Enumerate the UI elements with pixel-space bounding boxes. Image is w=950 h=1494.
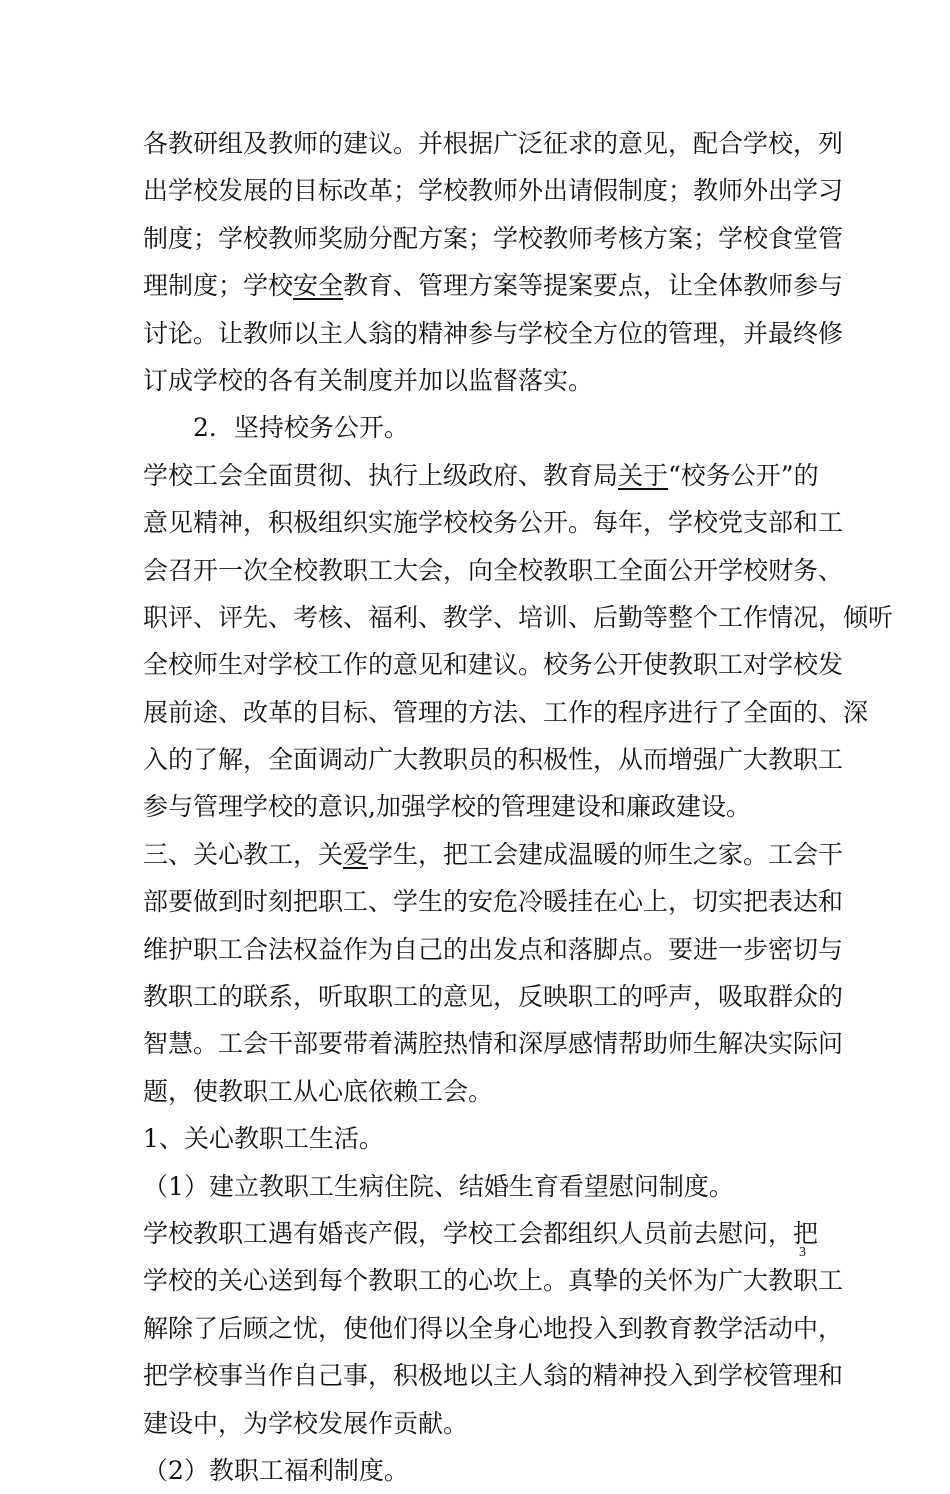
text-line: 制度；学校教师奖励分配方案；学校教师考核方案；学校食堂管 (143, 223, 844, 253)
section-heading: 1、关心教职工生活。 (143, 1124, 384, 1154)
section-heading: 三、关心教工，关爱学生，把工会建成温暖的师生之家。工会干 (143, 839, 844, 869)
subsection-heading: （1）建立教职工生病住院、结婚生育看望慰问制度。 (143, 1171, 734, 1201)
underlined-link-ai[interactable]: 爱 (343, 839, 369, 869)
text-line: 智慧。工会干部要带着满腔热情和深厚感情帮助师生解决实际问 (143, 1029, 844, 1059)
text-line: 学校的关心送到每个教职工的心坎上。真挚的关怀为广大教职工 (143, 1266, 844, 1296)
text-line: 部要做到时刻把职工、学生的安危冷暖挂在心上，切实把表达和 (143, 887, 844, 917)
text-line: 参与管理学校的意识,加强学校的管理建设和廉政建设。 (143, 792, 751, 822)
text-line: 出学校发展的目标改革；学校教师外出请假制度；教师外出学习 (143, 176, 844, 206)
text-line: 解除了后顾之忧，使他们得以全身心地投入到教育教学活动中， (143, 1313, 844, 1343)
section-heading: 2．坚持校务公开。 (143, 413, 409, 443)
text-line: 入的了解，全面调动广大教职员的积极性，从而增强广大教职工 (143, 745, 844, 775)
page-number: 3 (799, 1245, 806, 1260)
text-line: 学校工会全面贯彻、执行上级政府、教育局关于“校务公开”的 (143, 460, 819, 490)
text-line: 理制度；学校安全教育、管理方案等提案要点，让全体教师参与 (143, 271, 844, 301)
underlined-link-guanyu[interactable]: 关于 (618, 460, 669, 490)
subsection-heading: （2）教职工福利制度。 (143, 1455, 409, 1485)
underlined-link-anquan[interactable]: 安全 (293, 271, 344, 301)
text-line: 教职工的联系，听取职工的意见，反映职工的呼声，吸取群众的 (143, 982, 844, 1012)
document-body (143, 120, 894, 1494)
text-line: 讨论。让教师以主人翁的精神参与学校全方位的管理，并最终修 (143, 318, 844, 348)
text-line: 题，使教职工从心底依赖工会。 (143, 1076, 494, 1106)
text-line: 维护职工合法权益作为自己的出发点和落脚点。要进一步密切与 (143, 934, 844, 964)
text-line: 会召开一次全校教职工大会，向全校教职工全面公开学校财务、 (143, 555, 844, 585)
text-line: 各教研组及教师的建议。并根据广泛征求的意见，配合学校，列 (143, 129, 844, 158)
text-line: 意见精神，积极组织实施学校校务公开。每年，学校党支部和工 (143, 508, 844, 538)
text-line: 学校教职工遇有婚丧产假，学校工会都组织人员前去慰问，把 (143, 1218, 819, 1248)
text-line: 全校师生对学校工作的意见和建议。校务公开使教职工对学校发 (143, 650, 844, 680)
text-line: 建设中，为学校发展作贡献。 (143, 1408, 469, 1438)
text-line: 订成学校的各有关制度并加以监督落实。 (143, 365, 594, 395)
text-line: 把学校事当作自己事，积极地以主人翁的精神投入到学校管理和 (143, 1361, 844, 1391)
text-line: 职评、评先、考核、福利、教学、培训、后勤等整个工作情况，倾听 (143, 602, 894, 632)
text-line: 展前途、改革的目标、管理的方法、工作的程序进行了全面的、深 (143, 697, 869, 727)
